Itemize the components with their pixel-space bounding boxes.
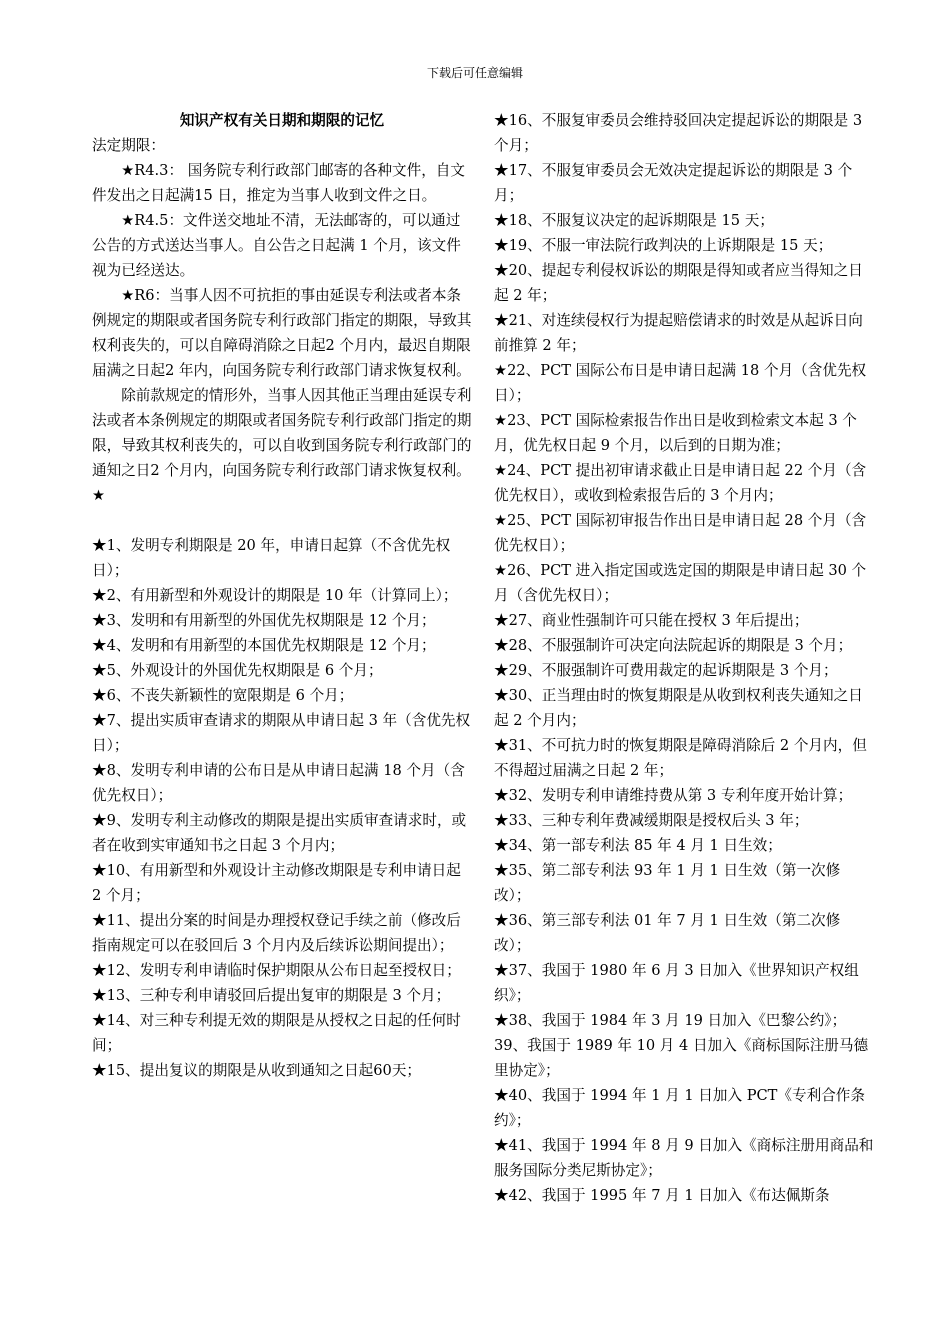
list-item: ★12、发明专利申请临时保护期限从公布日起至授权日； [92, 962, 461, 979]
paragraph: ★R4.5：文件送交地址不清，无法邮寄的，可以通过公告的方式送达当事人。自公告之日起满 1 个月，该文件视为已经送达。 [92, 212, 461, 279]
list-item: ★35、第二部专利法 93 年 1 月 1 日生效（第一次修改）； [494, 862, 841, 904]
spacer [92, 508, 472, 533]
list-item: ★7、提出实质审查请求的期限从申请日起 3 年（含优先权日）； [92, 712, 471, 754]
list-item: ★6、不丧失新颖性的宽限期是 6 个月； [92, 687, 354, 704]
list-item: ★37、我国于 1980 年 6 月 3 日加入《世界知识产权组织》； [494, 962, 859, 1004]
paragraph: 除前款规定的情形外，当事人因其他正当理由延误专利法或者本条例规定的期限或者国务院专利行政部门指定的期限，导致其权利丧失的，可以自收到国务院专利行政部门的通知之日2 个月内，向国务院专利行政部门请求恢复权利。 [92, 387, 472, 479]
list-item: ★1、发明专利期限是 20 年，申请日起算（不含优先权日）； [92, 537, 451, 579]
list-item: ★31、不可抗力时的恢复期限是障碍消除后 2 个月内，但不得超过届满之日起 2 年； [494, 737, 867, 779]
list-item: ★11、提出分案的时间是办理授权登记手续之前（修改后指南规定可以在驳回后 3 个月内及后续诉讼期间提出）； [92, 912, 461, 954]
right-column [494, 108, 874, 1208]
paragraph: ★R6：当事人因不可抗拒的事由延误专利法或者本条例规定的期限或者国务院专利行政部门指定的期限，导致其权利丧失的，可以自障碍消除之日起2 个月内，最迟自期限届满之日起2 年内，向国务院专利行政部门请求恢复权利。 [92, 287, 472, 379]
list-item: ★9、发明专利主动修改的期限是提出实质审查请求时，或者在收到实审通知书之日起 3 个月内； [92, 812, 467, 854]
list-item: ★30、正当理由时的恢复期限是从收到权利丧失通知之日起 2 个月内； [494, 687, 863, 729]
list-item: ★8、发明专利申请的公布日是从申请日起满 18 个月（含优先权日）； [92, 762, 465, 804]
list-item: ★29、不服强制许可费用裁定的起诉期限是 3 个月； [494, 662, 838, 679]
list-item: ★15、提出复议的期限是从收到通知之日起60天； [92, 1062, 422, 1079]
page-header: 下载后可任意编辑 [426, 66, 523, 80]
list-item: ★17、不服复审委员会无效决定提起诉讼的期限是 3 个月； [494, 162, 853, 204]
list-item: ★21、对连续侵权行为提起赔偿请求的时效是从起诉日向前推算 2 年； [494, 312, 863, 354]
document-title: 知识产权有关日期和期限的记忆 [179, 112, 385, 129]
list-item: ★14、对三种专利提无效的期限是从授权之日起的任何时间； [92, 1012, 461, 1054]
list-item: ★41、我国于 1994 年 8 月 9 日加入《商标注册用商品和服务国际分类尼斯协定》； [494, 1137, 874, 1179]
list-item: ★18、不服复议决定的起诉期限是 15 天； [494, 212, 774, 229]
list-item: ★27、商业性强制许可只能在授权 3 年后提出； [494, 612, 809, 629]
list-item: 39、我国于 1989 年 10 月 4 日加入《商标国际注册马德里协定》； [494, 1037, 869, 1079]
list-item: ★36、第三部专利法 01 年 7 月 1 日生效（第二次修改）； [494, 912, 841, 954]
list-item: ★24、PCT 提出初审请求截止日是申请日起 22 个月（含优先权日），或收到检索报告后的 3 个月内； [494, 462, 867, 504]
list-item: ★22、PCT 国际公布日是申请日起满 18 个月（含优先权日）； [494, 362, 867, 404]
left-column [92, 108, 472, 1083]
list-item: ★42、我国于 1995 年 7 月 1 日加入《布达佩斯条 [494, 1187, 830, 1204]
list-item: ★4、发明和有用新型的本国优先权期限是 12 个月； [92, 637, 436, 654]
list-item: ★5、外观设计的外国优先权期限是 6 个月； [92, 662, 383, 679]
star-marker: ★ [92, 487, 106, 504]
list-item: ★26、PCT 进入指定国或选定国的期限是申请日起 30 个月（含优先权日）； [494, 562, 867, 604]
list-item: ★2、有用新型和外观设计的期限是 10 年（计算同上）； [92, 587, 458, 604]
list-item: ★33、三种专利年费减缓期限是授权后头 3 年； [494, 812, 809, 829]
list-item: ★13、三种专利申请驳回后提出复审的期限是 3 个月； [92, 987, 451, 1004]
list-item: ★16、不服复审委员会维持驳回决定提起诉讼的期限是 3 个月； [494, 112, 863, 154]
section-label: 法定期限： [92, 137, 165, 154]
list-item: ★32、发明专利申请维持费从第 3 专利年度开始计算； [494, 787, 853, 804]
list-item: ★3、发明和有用新型的外国优先权期限是 12 个月； [92, 612, 436, 629]
list-item: ★28、不服强制许可决定向法院起诉的期限是 3 个月； [494, 637, 853, 654]
list-item: ★34、第一部专利法 85 年 4 月 1 日生效； [494, 837, 782, 854]
list-item: ★20、提起专利侵权诉讼的期限是得知或者应当得知之日起 2 年； [494, 262, 863, 304]
list-item: ★23、PCT 国际检索报告作出日是收到检索文本起 3 个月，优先权日起 9 个月，以后到的日期为准； [494, 412, 857, 454]
list-item: ★19、不服一审法院行政判决的上诉期限是 15 天； [494, 237, 833, 254]
list-item: ★38、我国于 1984 年 3 月 19 日加入《巴黎公约》； [494, 1012, 847, 1029]
list-item: ★10、有用新型和外观设计主动修改期限是专利申请日起 2 个月； [92, 862, 461, 904]
list-item: ★25、PCT 国际初审报告作出日是申请日起 28 个月（含优先权日）； [494, 512, 867, 554]
paragraph: ★R4.3： 国务院专利行政部门邮寄的各种文件，自文件发出之日起满15 日，推定为当事人收到文件之日。 [92, 162, 465, 204]
list-item: ★40、我国于 1994 年 1 月 1 日加入 PCT《专利合作条约》； [494, 1087, 865, 1129]
